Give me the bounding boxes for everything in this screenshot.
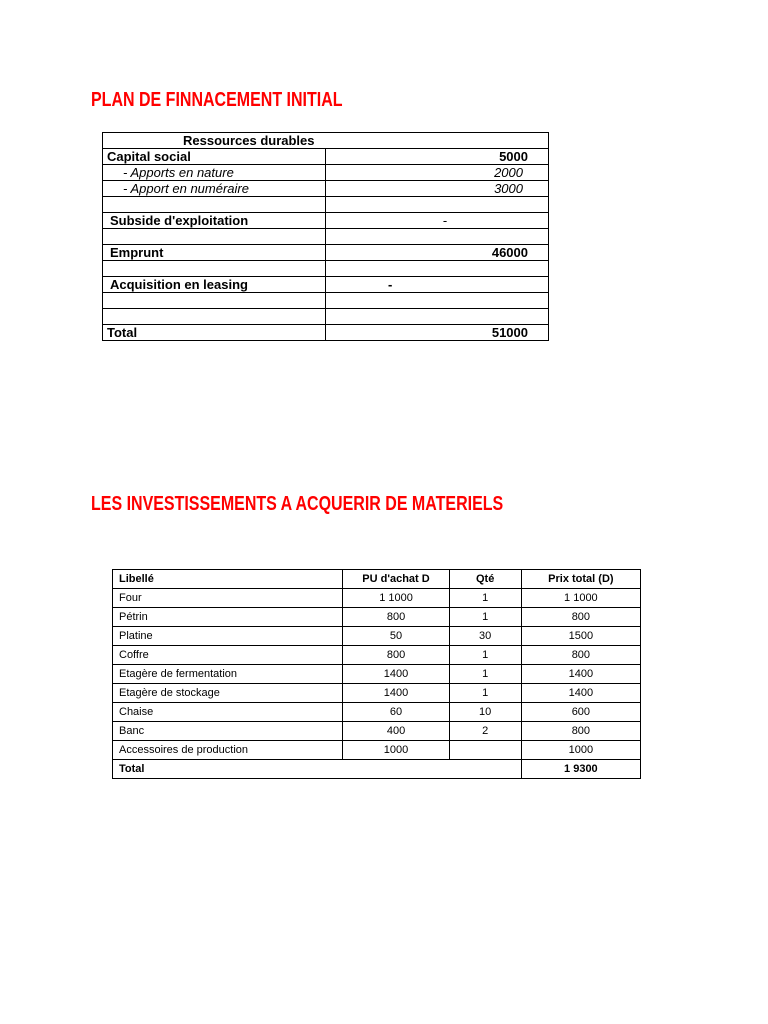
item-label: Coffre	[113, 646, 343, 665]
total-label: Total	[113, 760, 522, 779]
resources-header: Ressources durables	[103, 133, 549, 149]
table-row	[113, 684, 641, 703]
quantity: 1	[449, 684, 521, 703]
unit-price: 1000	[343, 741, 449, 760]
item-label: Accessoires de production	[113, 741, 343, 760]
row-label: Capital social	[103, 149, 326, 165]
item-label: Platine	[113, 627, 343, 646]
item-label: Pétrin	[113, 608, 343, 627]
total-price: 800	[521, 608, 640, 627]
table-row	[113, 703, 641, 722]
empty-row	[103, 261, 549, 277]
total-value: 1 9300	[521, 760, 640, 779]
quantity: 1	[449, 646, 521, 665]
row-value: 2000	[326, 165, 549, 181]
unit-price: 60	[343, 703, 449, 722]
item-label: Four	[113, 589, 343, 608]
table-header-row	[103, 133, 549, 149]
total-row	[103, 325, 549, 341]
unit-price: 800	[343, 646, 449, 665]
row-label: - Apport en numéraire	[103, 181, 326, 197]
table-row	[113, 646, 641, 665]
column-header: Prix total (D)	[521, 570, 640, 589]
empty-row	[103, 309, 549, 325]
financing-plan-title: PLAN DE FINNACEMENT INITIAL	[91, 89, 343, 111]
quantity: 2	[449, 722, 521, 741]
table-row	[113, 722, 641, 741]
unit-price: 50	[343, 627, 449, 646]
table-row	[113, 589, 641, 608]
total-value: 51000	[326, 325, 549, 341]
quantity: 1	[449, 608, 521, 627]
row-label: Emprunt	[103, 245, 326, 261]
row-label: - Apports en nature	[103, 165, 326, 181]
quantity	[449, 741, 521, 760]
investments-table	[112, 569, 641, 779]
item-label: Etagère de fermentation	[113, 665, 343, 684]
row-label: Subside d'exploitation	[103, 213, 326, 229]
row-value: 3000	[326, 181, 549, 197]
financing-table	[102, 132, 549, 341]
item-label: Banc	[113, 722, 343, 741]
row-value: -	[326, 277, 549, 293]
unit-price: 1 1000	[343, 589, 449, 608]
total-price: 600	[521, 703, 640, 722]
total-price: 800	[521, 722, 640, 741]
row-value: -	[326, 213, 549, 229]
table-row	[103, 245, 549, 261]
total-price: 1500	[521, 627, 640, 646]
unit-price: 800	[343, 608, 449, 627]
table-row	[113, 627, 641, 646]
quantity: 10	[449, 703, 521, 722]
table-row	[113, 608, 641, 627]
column-header: Libellé	[113, 570, 343, 589]
quantity: 1	[449, 589, 521, 608]
total-price: 1000	[521, 741, 640, 760]
table-row	[103, 213, 549, 229]
unit-price: 1400	[343, 684, 449, 703]
total-price: 1400	[521, 665, 640, 684]
total-price: 800	[521, 646, 640, 665]
total-price: 1 1000	[521, 589, 640, 608]
table-row	[103, 181, 549, 197]
total-row	[113, 760, 641, 779]
row-value: 5000	[326, 149, 549, 165]
item-label: Etagère de stockage	[113, 684, 343, 703]
investments-title: LES INVESTISSEMENTS A ACQUERIR DE MATERIELS	[91, 493, 504, 515]
unit-price: 400	[343, 722, 449, 741]
table-row	[103, 277, 549, 293]
quantity: 1	[449, 665, 521, 684]
quantity: 30	[449, 627, 521, 646]
empty-row	[103, 229, 549, 245]
column-header: PU d'achat D	[343, 570, 449, 589]
column-header: Qté	[449, 570, 521, 589]
unit-price: 1400	[343, 665, 449, 684]
row-label: Acquisition en leasing	[103, 277, 326, 293]
item-label: Chaise	[113, 703, 343, 722]
empty-row	[103, 293, 549, 309]
total-label: Total	[103, 325, 326, 341]
table-row	[113, 665, 641, 684]
table-header-row	[113, 570, 641, 589]
total-price: 1400	[521, 684, 640, 703]
table-row	[113, 741, 641, 760]
row-value: 46000	[326, 245, 549, 261]
table-row	[103, 149, 549, 165]
empty-row	[103, 197, 549, 213]
table-row	[103, 165, 549, 181]
